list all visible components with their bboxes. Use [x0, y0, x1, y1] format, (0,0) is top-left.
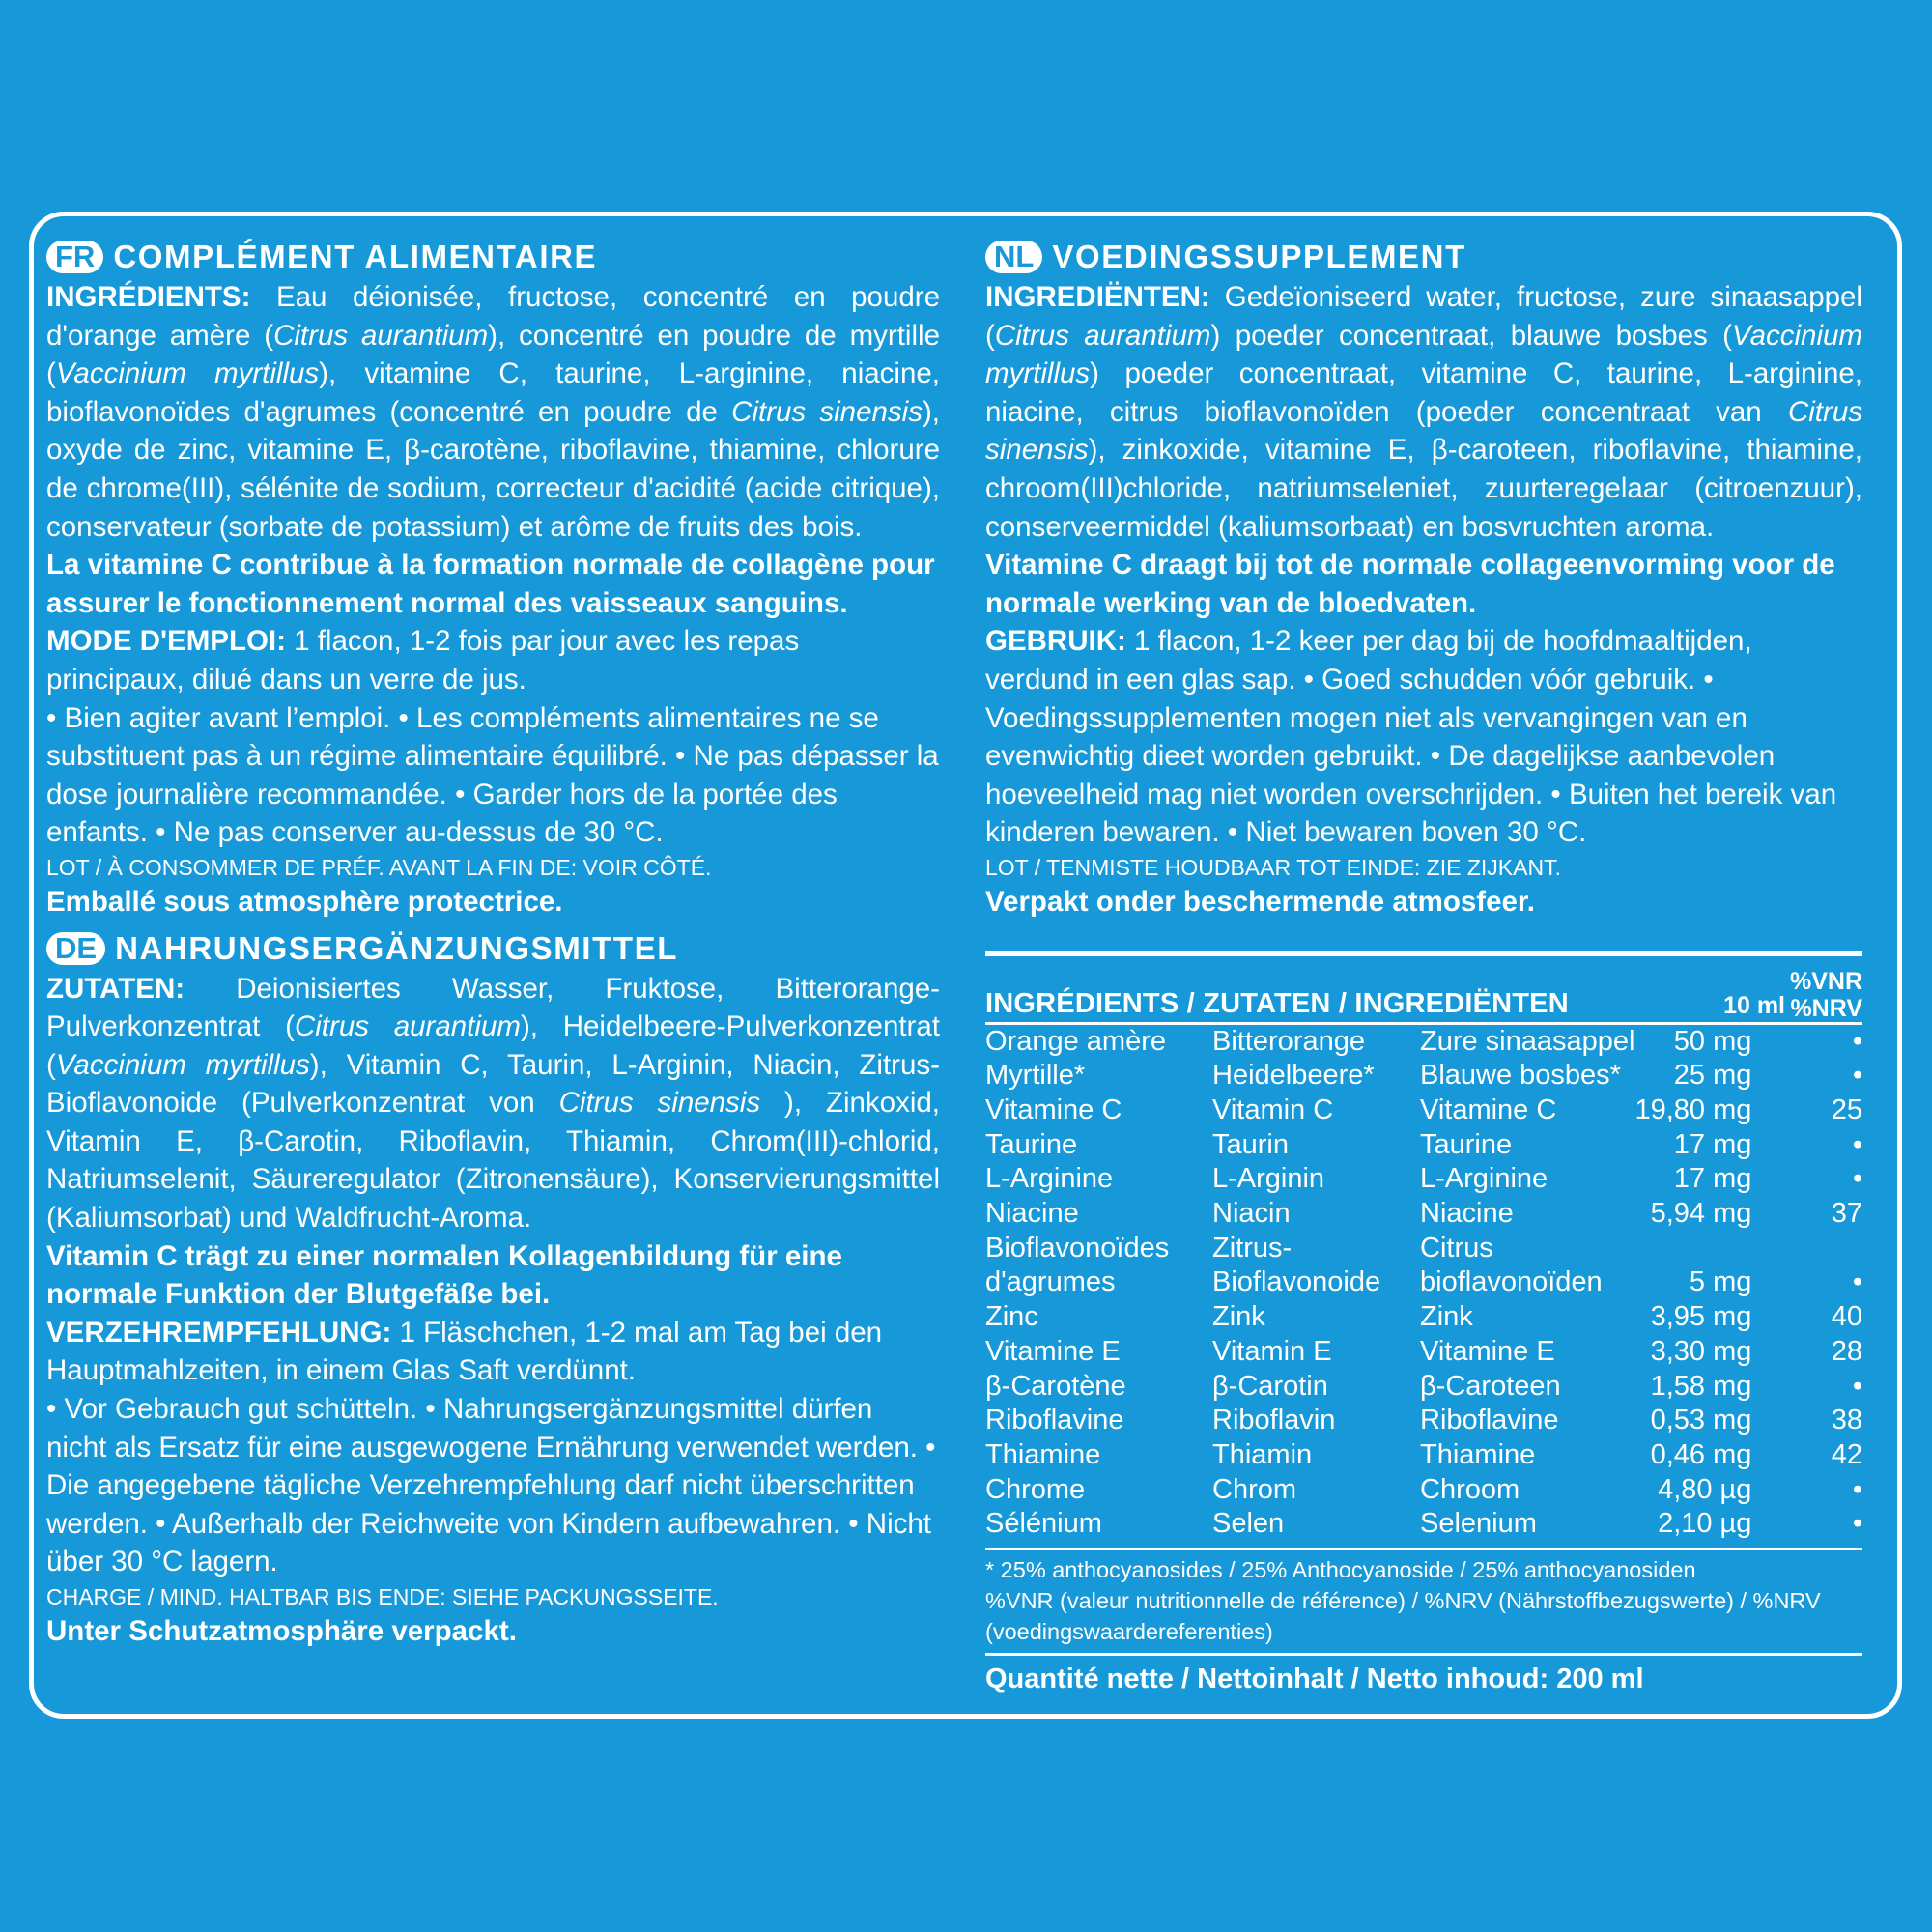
table-footnotes: [985, 1554, 1862, 1647]
de-health-claim: Vitamin C trägt zu einer normalen Kollagenbildung für eine normale Funktion der Blutgefäße bei.: [46, 1239, 842, 1311]
reference-percent-cell: 38: [1831, 1405, 1862, 1436]
table-row: [985, 1162, 1862, 1197]
table-row: [985, 1370, 1862, 1405]
de-latin-name: Vaccinium myrtillus: [55, 1048, 310, 1081]
fr-section: [46, 236, 940, 922]
de-ingredients-text: ), Vitamin C, Taurin, L-Arginin, Niacin, Zitrus-Bioflavonoide (Pulverkonzentrat von: [46, 1048, 940, 1120]
de-name-cell: Vitamin E: [1212, 1335, 1332, 1367]
left-column: [46, 236, 940, 1651]
table-title: INGRÉDIENTS / ZUTATEN / INGREDIËNTEN: [985, 987, 1569, 1019]
nl-name-cell: Thiamine: [1420, 1438, 1536, 1470]
nl-usage-label: GEBRUIK:: [985, 625, 1126, 658]
nl-latin-name: Vaccinium myrtillus: [985, 319, 1862, 390]
nl-name-cell: Vitamine E: [1420, 1335, 1555, 1367]
table-row: [985, 1059, 1862, 1094]
nl-title: VOEDINGSSUPPLEMENT: [1052, 239, 1466, 274]
fr-latin-name: Vaccinium myrtillus: [55, 357, 320, 390]
fr-ingredients-text: ), vitamine C, taurine, L-arginine, niacine, bioflavonoïdes d'agrumes (concentré en poudre de: [46, 357, 940, 428]
fr-name-cell: Orange amère: [985, 1025, 1166, 1057]
reference-percent-cell: •: [1852, 1060, 1862, 1092]
reference-percent-cell: •: [1852, 1163, 1862, 1195]
quantity-header: 10 ml: [1723, 991, 1785, 1019]
de-packaged: Unter Schutzatmosphäre verpackt.: [46, 1615, 517, 1647]
nl-ingredients-text: Gedeïoniseerd water, fructose, zure sinaasappel (: [985, 281, 1862, 352]
fr-name-cell: L-Arginine: [985, 1163, 1114, 1195]
nl-name-cell: Riboflavine: [1420, 1405, 1559, 1436]
reference-value-header: [1785, 968, 1862, 1022]
reference-percent-cell: 25: [1831, 1094, 1862, 1125]
fr-ingredients-label: INGRÉDIENTS:: [46, 281, 251, 313]
fr-name-cell: Myrtille*: [985, 1060, 1086, 1092]
reference-percent-cell: 37: [1831, 1198, 1862, 1230]
de-name-cell: L-Arginin: [1212, 1163, 1325, 1195]
reference-percent-cell: •: [1852, 1025, 1862, 1057]
nl-ingredients-label: INGREDIËNTEN:: [985, 281, 1210, 313]
de-name-cell: Bitterorange: [1212, 1025, 1365, 1057]
de-lot: CHARGE / MIND. HALTBAR BIS ENDE: SIEHE PACKUNGSSEITE.: [46, 1584, 719, 1609]
de-name-cell: β-Carotin: [1212, 1370, 1328, 1402]
nl-latin-name: Citrus sinensis: [985, 395, 1862, 467]
nl-latin-name: Citrus aurantium: [994, 319, 1211, 352]
table-row: [985, 1438, 1862, 1473]
amount-cell: 1,58 mg: [1650, 1370, 1752, 1402]
net-quantity: Quantité nette / Nettoinhalt / Netto inhoud: 200 ml: [985, 1663, 1644, 1695]
nl-name-cell: Niacine: [1420, 1198, 1514, 1230]
fr-ingredients: [46, 278, 940, 546]
reference-percent-cell: 42: [1831, 1438, 1862, 1470]
nl-name-cell: Chroom: [1420, 1473, 1520, 1505]
nl-ingredients-text: ) poeder concentraat, blauwe bosbes (: [1210, 319, 1733, 352]
de-ingredients-label: ZUTATEN:: [46, 972, 185, 1005]
amount-cell: 0,46 mg: [1650, 1438, 1752, 1470]
de-name-cell: Heidelbeere*: [1212, 1060, 1375, 1092]
amount-cell: 3,95 mg: [1650, 1301, 1752, 1333]
fr-name-cell: Vitamine C: [985, 1094, 1122, 1125]
fr-ingredients-text: Eau déionisée, fructose, concentré en poudre d'orange amère (: [46, 281, 940, 352]
fr-language-badge: FR: [46, 241, 103, 273]
amount-cell: 3,30 mg: [1650, 1335, 1752, 1367]
nl-name-cell: Taurine: [1420, 1128, 1513, 1160]
de-section: [46, 927, 940, 1651]
fr-name-cell: β-Carotène: [985, 1370, 1126, 1402]
table-row: [985, 1025, 1862, 1060]
de-name-cell: Riboflavin: [1212, 1405, 1336, 1436]
table-row: [985, 1094, 1862, 1128]
de-ingredients-text: Deionisiertes Wasser, Fruktose, Bitterorange-Pulverkonzentrat (: [46, 972, 940, 1043]
de-title: NAHRUNGSERGÄNZUNGSMITTEL: [115, 929, 678, 966]
de-ingredients-text: ), Zinkoxid, Vitamin E, β-Carotin, Riboflavin, Thiamin, Chrom(III)-chlorid, Natriumselenit, Säureregulator (Zitronensäure), Konservierungsmittel (Kaliumsorbat) und Waldfrucht-Aroma.: [46, 1087, 940, 1235]
nl-usage: [985, 622, 1862, 852]
nl-ingredients-text: ), zinkoxide, vitamine E, β-caroteen, riboflavine, thiamine, chroom(III)chloride, natriumseleniet, zuurteregelaar (citroenzuur), conserveermiddel (kaliumsorbaat) en bosvruchten aroma.: [985, 434, 1862, 543]
fr-ingredients-text: ), concentré en poudre de myrtille (: [46, 319, 940, 390]
de-usage: [46, 1314, 940, 1390]
fr-name-cell: Thiamine: [985, 1438, 1101, 1470]
nl-usage-text: 1 flacon, 1-2 keer per dag bij de hoofdmaaltijden, verdund in een glas sap. • Goed schudden vóór gebruik. • Voedingssupplementen mogen niet als vervangingen van en evenwichtig dieet worden gebruikt. • De dagelijkse aanbevolen hoeveelheid mag niet worden overschrijden. • Buiten het bereik van kinderen bewaren. • Niet bewaren boven 30 °C.: [985, 625, 1837, 849]
de-language-badge: DE: [46, 932, 105, 965]
reference-percent-cell: •: [1852, 1473, 1862, 1505]
fr-usage-label: MODE D'EMPLOI:: [46, 625, 286, 658]
nl-ingredients-text: ) poeder concentraat, vitamine C, taurine, L-arginine, niacine, citrus bioflavonoïden (poeder concentraat van: [985, 357, 1862, 428]
fr-name-cell: Taurine: [985, 1128, 1078, 1160]
nl-section: [985, 236, 1862, 922]
table-row: [985, 1404, 1862, 1438]
ingredients-table: [985, 1025, 1862, 1543]
table-row: [985, 1473, 1862, 1508]
fr-packaged: Emballé sous atmosphère protectrice.: [46, 885, 563, 918]
nl-language-badge: NL: [985, 241, 1042, 273]
de-name-cell: Niacin: [1212, 1198, 1291, 1230]
table-row: [985, 1128, 1862, 1163]
fr-name-cell: Niacine: [985, 1198, 1079, 1230]
amount-cell: 0,53 mg: [1650, 1405, 1752, 1436]
nl-name-cell: L-Arginine: [1420, 1163, 1548, 1195]
de-name-cell: Taurin: [1212, 1128, 1289, 1160]
table-row: [985, 1300, 1862, 1335]
fr-ingredients-text: ), oxyde de zinc, vitamine E, β-carotène, riboflavine, thiamine, chlorure de chrome(III), sélénite de sodium, correcteur d'acidité (acide citrique), conservateur (sorbate de potassium) et arôme de fruits des bois.: [46, 395, 940, 543]
reference-percent-cell: •: [1852, 1508, 1862, 1540]
de-name-cell: Vitamin C: [1212, 1094, 1334, 1125]
nl-ingredients: [985, 278, 1862, 546]
amount-cell: 50 mg: [1673, 1025, 1752, 1057]
right-column: [985, 236, 1862, 1695]
fr-usage-text: 1 flacon, 1-2 fois par jour avec les repas principaux, dilué dans un verre de jus.: [46, 625, 800, 696]
de-ingredients-text: ), Heidelbeere-Pulverkonzentrat (: [46, 1010, 940, 1081]
reference-percent-cell: 28: [1831, 1335, 1862, 1367]
amount-cell: 4,80 µg: [1658, 1473, 1752, 1505]
fr-name-cell: Sélénium: [985, 1508, 1102, 1540]
amount-cell: 2,10 µg: [1658, 1508, 1752, 1540]
de-latin-name: Citrus aurantium: [294, 1010, 521, 1043]
nl-header: [985, 236, 1862, 278]
nl-name-cell: Vitamine C: [1420, 1094, 1557, 1125]
amount-cell: 5 mg: [1689, 1266, 1752, 1298]
amount-cell: 25 mg: [1673, 1060, 1752, 1092]
fr-name-cell: Chrome: [985, 1473, 1086, 1505]
vnr-header: %VNR: [1789, 967, 1862, 995]
reference-percent-cell: •: [1852, 1128, 1862, 1160]
nl-packaged: Verpakt onder beschermende atmosfeer.: [985, 885, 1535, 918]
de-name-cell: Bioflavonoide: [1212, 1266, 1381, 1298]
de-name-cell: Zink: [1212, 1301, 1265, 1333]
table-row: [985, 1232, 1862, 1266]
nl-health-claim: Vitamine C draagt bij tot de normale collageenvorming voor de normale werking van de bloedvaten.: [985, 549, 1835, 619]
nl-lot: LOT / TENMISTE HOUDBAAR TOT EINDE: ZIE ZIJKANT.: [985, 854, 1561, 880]
reference-percent-cell: 40: [1831, 1301, 1862, 1333]
fr-usage: [46, 622, 940, 698]
fr-name-cell: Bioflavonoïdes: [985, 1232, 1170, 1264]
net-quantity-rule: [985, 1653, 1862, 1656]
fr-header: [46, 236, 940, 278]
table-header: [985, 956, 1862, 1022]
nrv-header: %NRV: [1790, 994, 1862, 1022]
amount-cell: [1634, 1232, 1751, 1266]
amount-cell: 5,94 mg: [1650, 1198, 1752, 1230]
table-bottom-rule: [985, 1548, 1862, 1550]
fr-latin-name: Citrus sinensis: [731, 395, 923, 428]
amount-cell: 17 mg: [1673, 1128, 1752, 1160]
table-row: [985, 1265, 1862, 1300]
de-usage-text: 1 Fläschchen, 1-2 mal am Tag bei den Hauptmahlzeiten, in einem Glas Saft verdünnt.: [46, 1316, 883, 1387]
ingredients-table-body: [985, 1025, 1862, 1543]
fr-title: COMPLÉMENT ALIMENTAIRE: [113, 239, 598, 274]
reference-percent-cell: [1751, 1232, 1862, 1266]
de-warnings: • Vor Gebrauch gut schütteln. • Nahrungsergänzungsmittel dürfen nicht als Ersatz für eine ausgewogene Ernährung verwendet werden. • Die angegebene tägliche Verzehrempfehlung darf nicht überschritten werden. • Außerhalb der Reichweite von Kindern aufbewahren. • Nicht über 30 °C lagern.: [46, 1393, 936, 1578]
fr-health-claim: La vitamine C contribue à la formation normale de collagène pour assurer le fonctionnement normal des vaisseaux sanguins.: [46, 549, 935, 619]
fr-name-cell: Vitamine E: [985, 1335, 1121, 1367]
reference-percent-cell: •: [1852, 1370, 1862, 1402]
de-usage-label: VERZEHREMPFEHLUNG:: [46, 1316, 392, 1349]
amount-cell: 17 mg: [1673, 1163, 1752, 1195]
de-latin-name: Citrus sinensis: [558, 1087, 761, 1120]
reference-percent-cell: •: [1852, 1266, 1862, 1298]
nl-name-cell: β-Caroteen: [1420, 1370, 1561, 1402]
table-row: [985, 1335, 1862, 1370]
amount-cell: 19,80 mg: [1634, 1094, 1752, 1125]
fr-latin-name: Citrus aurantium: [273, 319, 489, 352]
de-name-cell: Zitrus-: [1212, 1232, 1293, 1264]
fr-name-cell: Zinc: [985, 1301, 1038, 1333]
nl-name-cell: Zink: [1420, 1301, 1473, 1333]
fr-warnings: • Bien agiter avant l’emploi. • Les compléments alimentaires ne se substituent pas à un régime alimentaire équilibré. • Ne pas dépasser la dose journalière recommandée. • Garder hors de la portée des enfants. • Ne pas conserver au-dessus de 30 °C.: [46, 701, 939, 849]
table-row: [985, 1507, 1862, 1542]
nl-name-cell: Blauwe bosbes*: [1420, 1060, 1621, 1092]
fr-name-cell: d'agrumes: [985, 1266, 1116, 1298]
footnote-reference-values: %VNR (valeur nutritionnelle de référence) / %NRV (Nährstoffbezugswerte) / %NRV (voedingswaardereferenties): [985, 1588, 1821, 1645]
table-row: [985, 1197, 1862, 1232]
nl-name-cell: Citrus: [1420, 1232, 1493, 1264]
de-name-cell: Selen: [1212, 1508, 1285, 1540]
footnote-anthocyanosides: * 25% anthocyanosides / 25% Anthocyanoside / 25% anthocyanosiden: [985, 1557, 1696, 1583]
fr-lot: LOT / À CONSOMMER DE PRÉF. AVANT LA FIN DE: VOIR CÔTÉ.: [46, 854, 712, 880]
nl-name-cell: Selenium: [1420, 1508, 1537, 1540]
de-name-cell: Thiamin: [1212, 1438, 1313, 1470]
nl-name-cell: bioflavonoïden: [1420, 1266, 1603, 1298]
de-ingredients: [46, 970, 940, 1237]
de-name-cell: Chrom: [1212, 1473, 1297, 1505]
fr-name-cell: Riboflavine: [985, 1405, 1124, 1436]
nl-name-cell: Zure sinaasappel: [1420, 1025, 1635, 1057]
de-header: [46, 927, 940, 970]
